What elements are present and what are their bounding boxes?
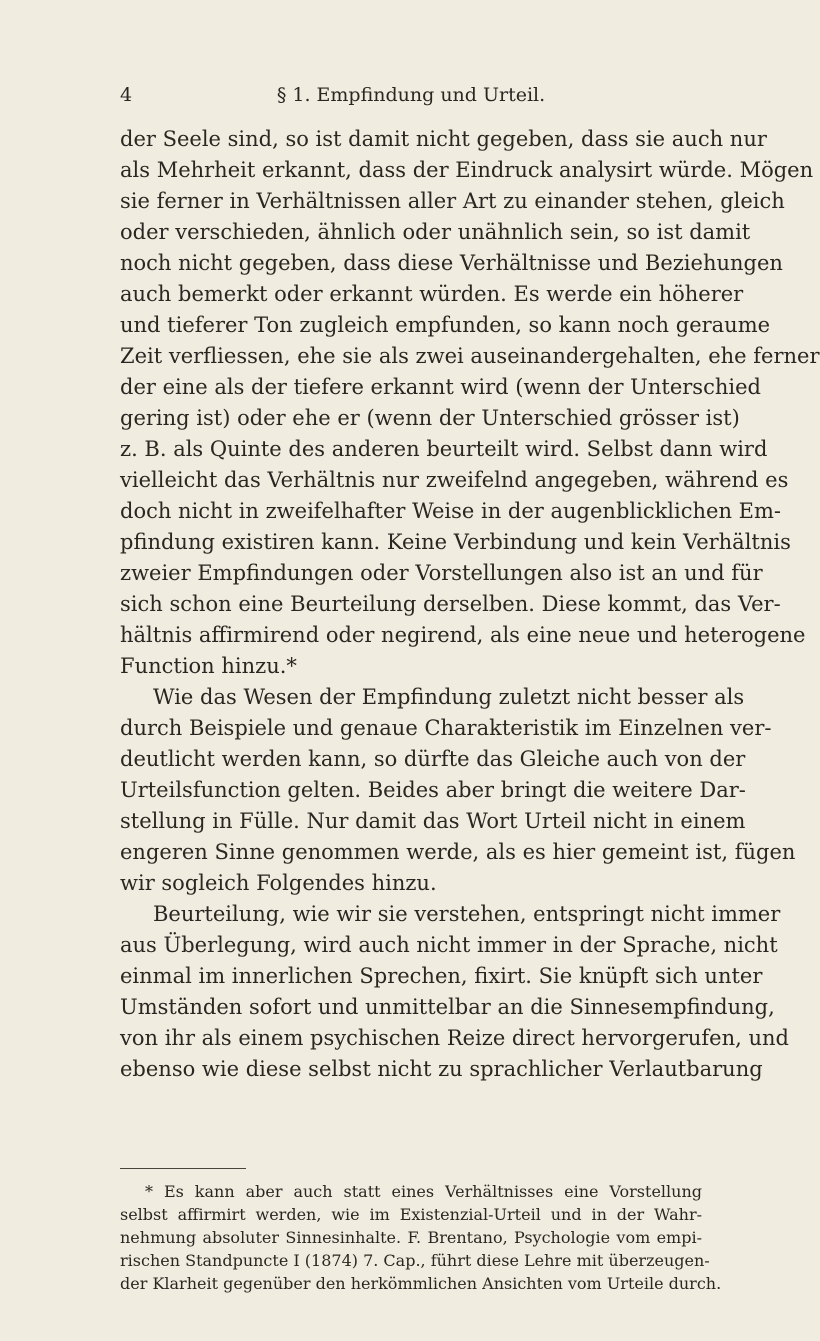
text-line: durch Beispiele und genaue Charakteristik im Einzelnen ver- — [120, 716, 772, 740]
text-line: noch nicht gegeben, dass diese Verhältnisse und Beziehungen — [120, 251, 783, 275]
text-line: doch nicht in zweifelhafter Weise in der augenblicklichen Em- — [120, 499, 781, 523]
paragraph-start-line: Beurteilung, wie wir sie verstehen, entspringt nicht immer — [153, 902, 781, 926]
running-title: § 1. Empfindung und Urteil. — [276, 84, 546, 106]
text-line: z. B. als Quinte des anderen beurteilt wird. Selbst dann wird — [120, 437, 768, 461]
text-line: Urteilsfunction gelten. Beides aber bringt die weitere Dar- — [120, 778, 746, 802]
text-line: sich schon eine Beurteilung derselben. Diese kommt, das Ver- — [120, 592, 781, 616]
text-line: Zeit verfliessen, ehe sie als zwei auseinandergehalten, ehe ferner — [120, 344, 820, 368]
text-line: als Mehrheit erkannt, dass der Eindruck analysirt würde. Mögen — [120, 158, 814, 182]
text-line: pfindung existiren kann. Keine Verbindung und kein Verhältnis — [120, 530, 791, 554]
footnote-line: rischen Standpuncte I (1874) 7. Cap., führt diese Lehre mit überzeugen- — [120, 1251, 710, 1270]
page-header — [120, 82, 702, 108]
paragraph-start-line: Wie das Wesen der Empfindung zuletzt nicht besser als — [153, 685, 745, 709]
text-line: und tieferer Ton zugleich empfunden, so kann noch geraume — [120, 313, 771, 337]
text-line: der Seele sind, so ist damit nicht gegeben, dass sie auch nur — [120, 127, 767, 151]
footnote-line: nehmung absoluter Sinnesinhalte. F. Brentano, Psychologie vom empi- — [120, 1228, 702, 1247]
text-line: sie ferner in Verhältnissen aller Art zu einander stehen, gleich — [120, 189, 785, 213]
text-line: einmal im innerlichen Sprechen, fixirt. Sie knüpft sich unter — [120, 964, 763, 988]
text-line: aus Überlegung, wird auch nicht immer in der Sprache, nicht — [120, 933, 778, 957]
text-line: ebenso wie diese selbst nicht zu sprachlicher Verlautbarung — [120, 1057, 763, 1081]
main-text — [120, 124, 820, 1085]
text-line: deutlicht werden kann, so dürfte das Gleiche auch von der — [120, 747, 746, 771]
text-line: hältnis affirmirend oder negirend, als eine neue und heterogene — [120, 623, 806, 647]
text-line: zweier Empfindungen oder Vorstellungen also ist an und für — [120, 561, 763, 585]
text-line: Umständen sofort und unmittelbar an die Sinnesempfindung, — [120, 995, 775, 1019]
text-line: engeren Sinne genommen werde, als es hier gemeint ist, fügen — [120, 840, 796, 864]
footnote-divider — [120, 1168, 246, 1169]
paragraph-end-line: wir sogleich Folgendes hinzu. — [120, 871, 437, 895]
text-line: der eine als der tiefere erkannt wird (wenn der Unterschied — [120, 375, 761, 399]
footnote-line: selbst affirmirt werden, wie im Existenzial-Urteil und in der Wahr- — [120, 1205, 702, 1224]
text-line: gering ist) oder ehe er (wenn der Unterschied grösser ist) — [120, 406, 740, 430]
text-line: stellung in Fülle. Nur damit das Wort Urteil nicht in einem — [120, 809, 746, 833]
footnote — [120, 1180, 722, 1295]
text-line: von ihr als einem psychischen Reize direct hervorgerufen, und — [120, 1026, 789, 1050]
text-line: oder verschieden, ähnlich oder unähnlich sein, so ist damit — [120, 220, 751, 244]
page-number: 4 — [120, 84, 133, 106]
footnote-line: der Klarheit gegenüber den herkömmlichen Ansichten vom Urteile durch. — [120, 1274, 722, 1293]
text-line: vielleicht das Verhältnis nur zweifelnd angegeben, während es — [120, 468, 789, 492]
paragraph-end-line: Function hinzu.* — [120, 654, 297, 678]
text-line: auch bemerkt oder erkannt würden. Es werde ein höherer — [120, 282, 744, 306]
footnote-line: * Es kann aber auch statt eines Verhältnisses eine Vorstellung — [145, 1182, 702, 1201]
